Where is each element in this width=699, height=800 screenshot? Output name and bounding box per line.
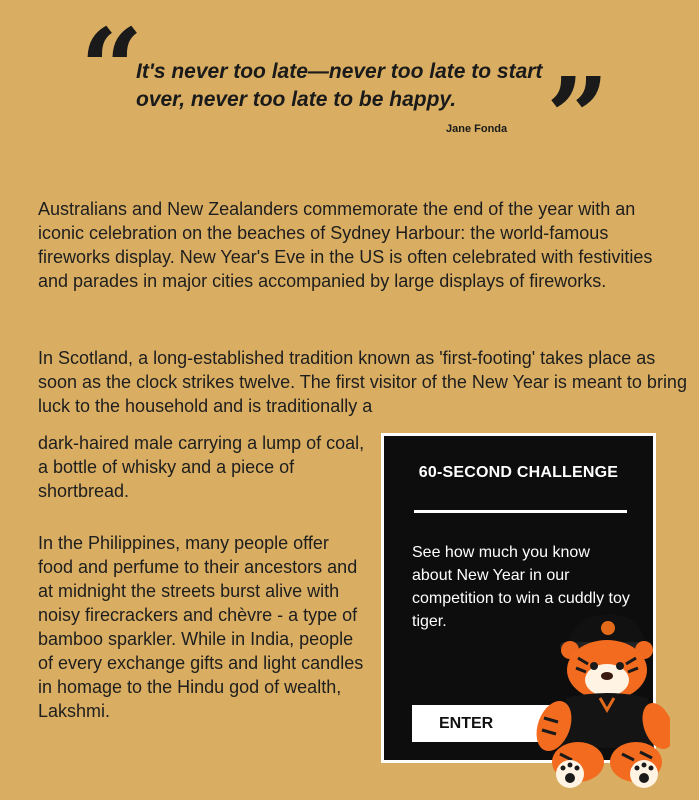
article-paragraph: dark-haired male carrying a lump of coal, a bottle of whisky and a piece of shortbread. (38, 433, 365, 501)
article-paragraph: In the Philippines, many people offer food and perfume to their ancestors and at midnight the streets burst alive with noisy firecrackers and chèvre - a type of bamboo sparkler. While in India, people of every exchange gifts and light candles in homage to the Hindu god of wealth, Lakshmi. (38, 533, 364, 721)
enter-button[interactable]: ENTER (412, 705, 592, 742)
challenge-divider (414, 510, 627, 513)
article-paragraph: In Scotland, a long-established tradition known as 'first-footing' takes place as soon as the clock strikes twelve. The first visitor of the New Year is meant to bring luck to the household and is traditionally a (38, 348, 687, 416)
open-quote-mark: “ (80, 4, 144, 133)
tiger-mascot-image (530, 598, 670, 794)
challenge-description: See how much you know about New Year in our competition to win a cuddly toy tiger. (412, 544, 630, 630)
close-quote-mark: ” (546, 53, 610, 182)
challenge-title: 60-SECOND CHALLENGE (418, 464, 619, 481)
article-paragraph: Australians and New Zealanders commemorate the end of the year with an iconic celebration on the beaches of Sydney Harbour: the world-famous fireworks display. New Year's Eve in the US is often celebrated with festivities and parades in major cities accompanied by large displays of fireworks. (38, 199, 653, 291)
quote-author: Jane Fonda (446, 123, 508, 135)
quote-text: It's never too late—never too late to start over, never too late to be happy. (136, 60, 543, 111)
